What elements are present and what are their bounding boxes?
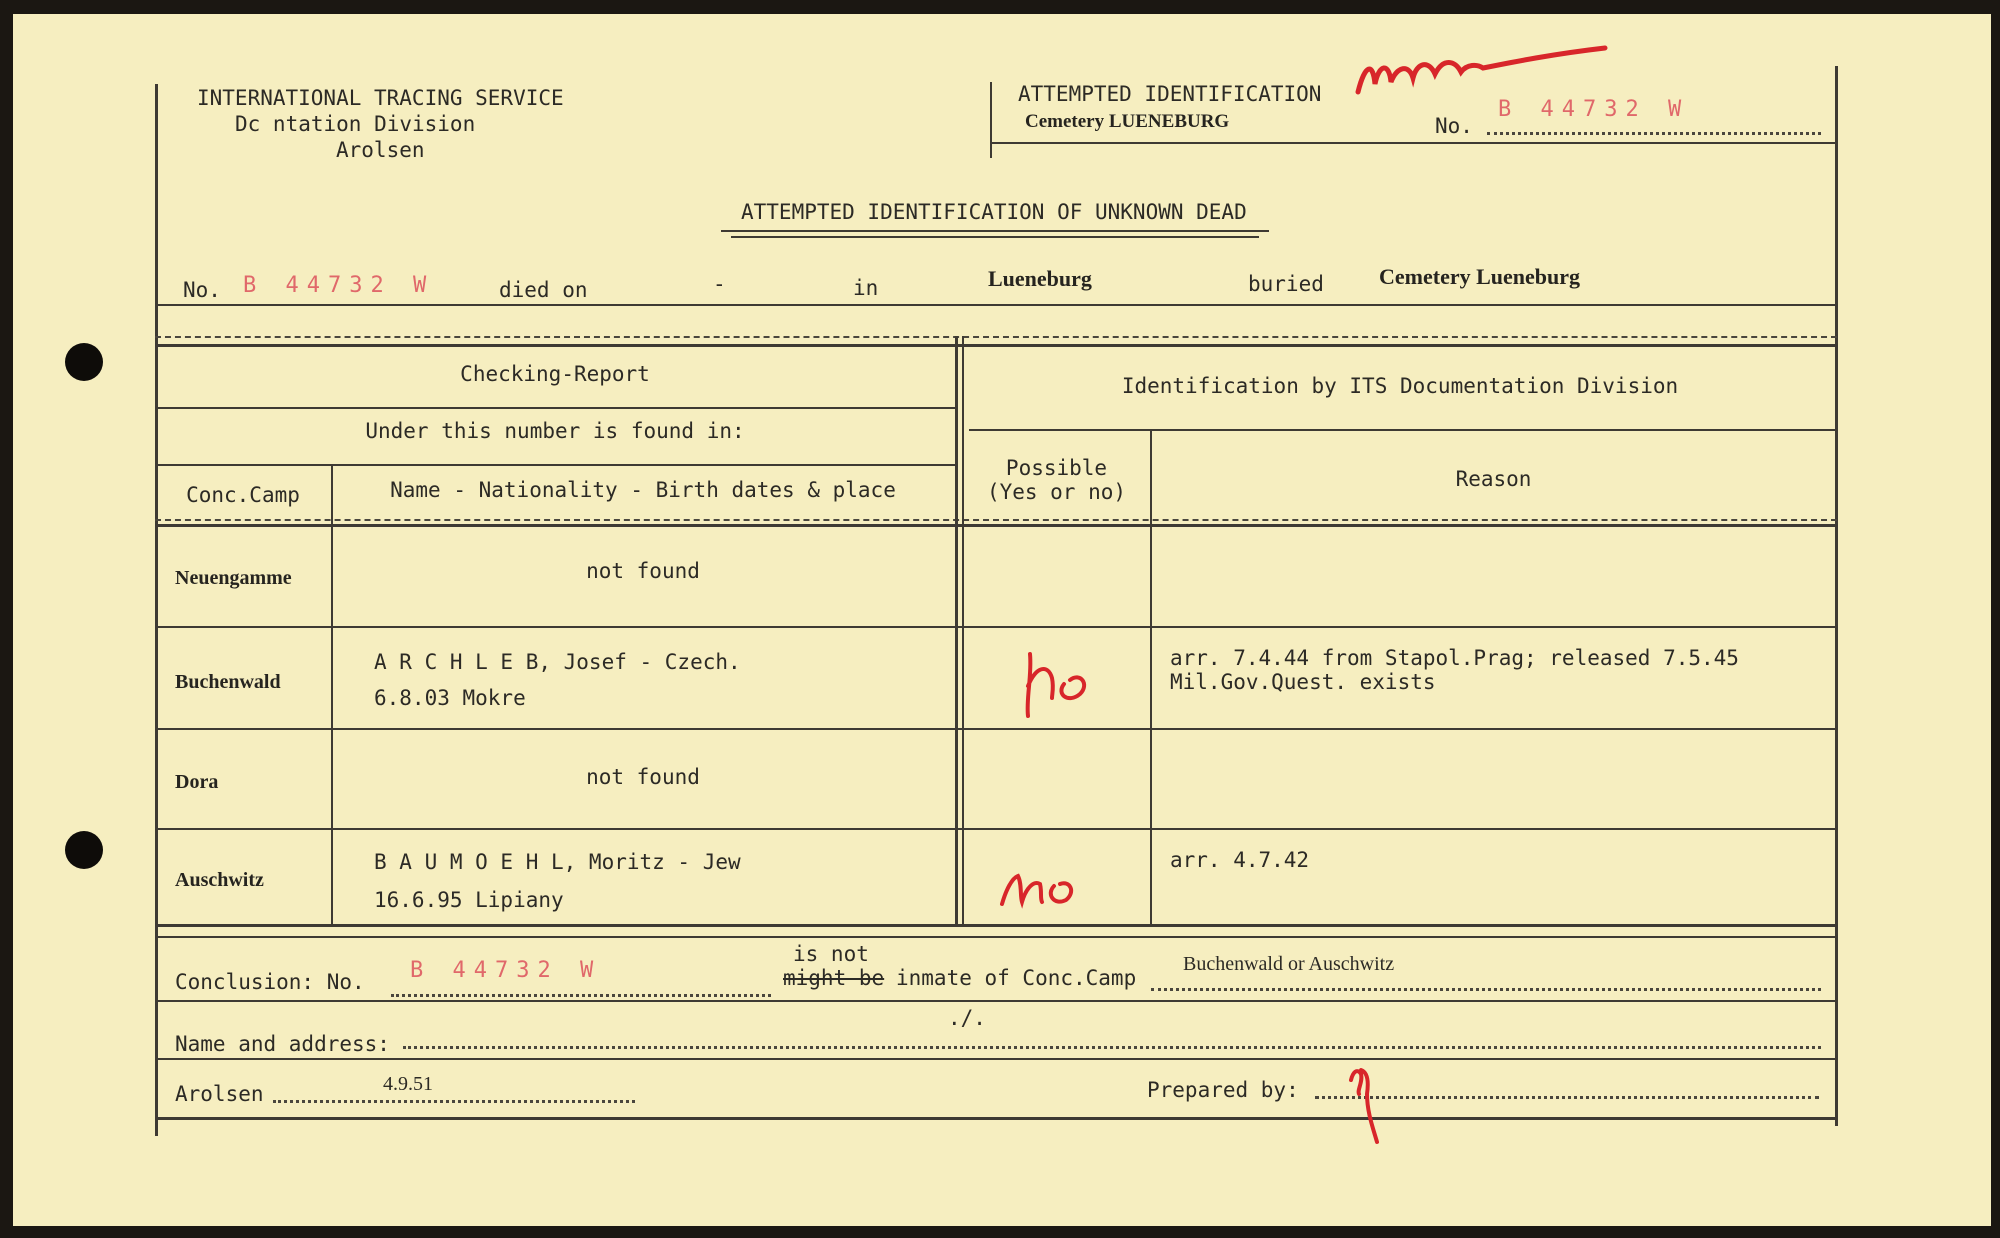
conclusion-bottom-line	[155, 1000, 1837, 1002]
row-2-person: A R C H L E B, Josef - Czech.	[374, 650, 741, 674]
form-title: ATTEMPTED IDENTIFICATION OF UNKNOWN DEAD	[741, 200, 1247, 224]
buried-stamp: Cemetery Lueneburg	[1379, 264, 1581, 289]
handwritten-no-row-2	[1018, 646, 1108, 724]
conclusion-inmate-text: inmate of Conc.Camp	[896, 966, 1137, 990]
section-divider	[955, 336, 958, 924]
place-stamp: Lueneburg	[988, 266, 1092, 291]
prepared-by-label: Prepared by:	[1147, 1078, 1299, 1102]
form-title-underline-2	[731, 236, 1259, 238]
conclusion-camp-value: Buchenwald or Auschwitz	[1183, 953, 1395, 975]
row-1-line	[155, 626, 1837, 628]
column-header-line	[155, 524, 1837, 527]
possible-header: Possible	[1005, 456, 1108, 480]
conclusion-label: Conclusion: No.	[175, 970, 365, 994]
punch-hole-bottom	[65, 831, 103, 869]
org-division: Dc ntation Division	[235, 112, 476, 136]
arolsen-date: 4.9.51	[383, 1073, 433, 1095]
possible-header-sub: (Yes or no)	[986, 480, 1127, 504]
camp-dora: Dora	[175, 771, 219, 793]
conclusion-no-dots	[391, 994, 771, 997]
right-header-line	[969, 429, 1837, 431]
row-2-reason-1: arr. 7.4.44 from Stapol.Prag; released 7.5.45	[1170, 646, 1739, 670]
camp-buchenwald: Buchenwald	[175, 671, 281, 693]
under-number-header: Under this number is found in:	[365, 419, 745, 443]
row-1-result: not found	[586, 559, 700, 583]
org-name: INTERNATIONAL TRACING SERVICE	[197, 86, 564, 110]
frame-bottom	[155, 1117, 1837, 1120]
under-number-line	[155, 464, 955, 466]
record-line	[155, 304, 1837, 306]
org-city: Arolsen	[336, 138, 425, 162]
attempted-identification-label: ATTEMPTED IDENTIFICATION	[1018, 82, 1322, 106]
record-no-value: B 44732 W	[243, 273, 435, 298]
in-label: in	[853, 276, 879, 300]
row-3-result: not found	[586, 765, 700, 789]
handwritten-no-row-4	[996, 862, 1096, 912]
table-bottom-line	[155, 924, 1837, 927]
name-column-header: Name - Nationality - Birth dates & place	[390, 478, 896, 502]
table-top-line	[155, 336, 1837, 338]
died-on-label: died on	[499, 278, 588, 302]
died-on-value: -	[713, 272, 726, 296]
header-box-left	[990, 82, 992, 158]
header-no-dots	[1487, 132, 1821, 135]
frame-right	[1835, 66, 1838, 1126]
record-no-label: No.	[183, 278, 221, 302]
header-no-value: B 44732 W	[1498, 97, 1690, 122]
header-box-bottom	[990, 142, 1835, 144]
row-4-reason-1: arr. 4.7.42	[1170, 848, 1310, 872]
row-2-line	[155, 728, 1837, 730]
prepared-by-dots	[1315, 1096, 1819, 1099]
row-4-person: B A U M O E H L, Moritz - Jew	[374, 850, 741, 874]
row-3-line	[155, 828, 1837, 830]
row-4-birth: 16.6.95 Lipiany	[374, 888, 564, 912]
frame-left	[155, 84, 158, 1136]
handwritten-none	[1353, 34, 1613, 104]
column-header-line-dash	[155, 519, 1837, 521]
camp-column-header: Conc.Camp	[186, 483, 300, 507]
camp-auschwitz: Auschwitz	[175, 869, 264, 891]
punch-hole-top	[65, 343, 103, 381]
name-address-label: Name and address:	[175, 1032, 390, 1056]
row-2-reason-2: Mil.Gov.Quest. exists	[1170, 670, 1436, 694]
buried-label: buried	[1248, 272, 1324, 296]
header-no-label: No.	[1435, 114, 1473, 138]
reason-header: Reason	[1455, 467, 1532, 491]
row-2-birth: 6.8.03 Mokre	[374, 686, 526, 710]
checking-report-header: Checking-Report	[460, 362, 650, 386]
prepared-by-initial	[1343, 1050, 1383, 1146]
conclusion-top-line	[155, 936, 1837, 938]
arolsen-label: Arolsen	[175, 1082, 264, 1106]
cemetery-stamp: Cemetery LUENEBURG	[1025, 111, 1230, 132]
arolsen-date-dots	[273, 1100, 635, 1103]
checking-report-line	[155, 407, 955, 409]
conclusion-is-not: is not	[793, 942, 869, 966]
name-address-dots	[403, 1046, 1821, 1049]
name-address-value: ./.	[948, 1006, 986, 1030]
possible-column-divider	[1150, 429, 1152, 924]
conclusion-struck-text: might be	[783, 966, 885, 990]
identification-header: Identification by ITS Documentation Division	[1121, 374, 1679, 398]
conclusion-no-value: B 44732 W	[410, 958, 602, 983]
camp-column-divider	[331, 464, 333, 924]
identification-card	[13, 14, 1991, 1226]
name-address-line	[155, 1058, 1837, 1060]
table-top-line-2	[155, 344, 1837, 347]
camp-neuengamme: Neuengamme	[175, 567, 292, 589]
conclusion-camp-dots	[1151, 988, 1821, 991]
form-title-underline	[721, 230, 1269, 232]
section-divider-2	[962, 336, 964, 924]
